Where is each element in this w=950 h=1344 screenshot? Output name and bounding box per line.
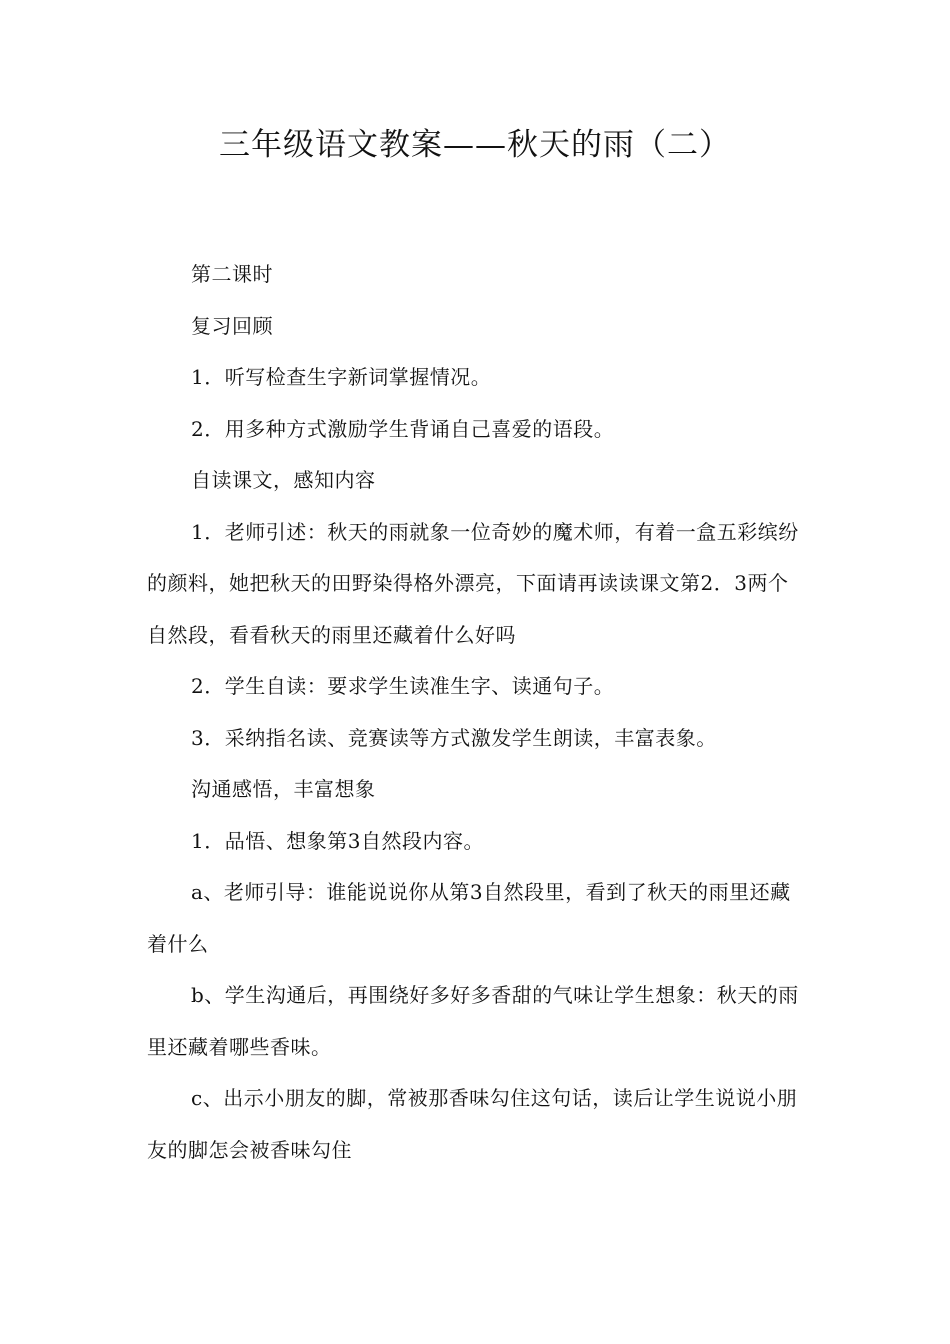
paragraph-communicate-c: c、出示小朋友的脚，常被那香味勾住这句话，读后让学生说说小朋友的脚怎会被香味勾住 xyxy=(147,1086,798,1162)
document-body xyxy=(147,249,807,1176)
paragraph-review-2: 2．用多种方式激励学生背诵自己喜爱的语段。 xyxy=(191,416,615,441)
paragraph-communicate-b: b、学生沟通后，再围绕好多好多香甜的气味让学生想象：秋天的雨里还藏着哪些香味。 xyxy=(147,983,799,1059)
document-title: 三年级语文教案——秋天的雨（二） xyxy=(219,127,731,163)
paragraph-communicate-1: 1．品悟、想象第3自然段内容。 xyxy=(191,828,484,853)
paragraph-communicate-heading: 沟通感悟，丰富想象 xyxy=(191,777,376,801)
paragraph-selfread-1: 1．老师引述：秋天的雨就象一位奇妙的魔术师，有着一盒五彩缤纷的颜料，她把秋天的田野染得格外漂亮，下面请再读读课文第2．3两个自然段，看看秋天的雨里还藏着什么好吗 xyxy=(147,519,799,647)
paragraph-review-1: 1．听写检查生字新词掌握情况。 xyxy=(191,365,492,389)
paragraph-selfread-heading: 自读课文，感知内容 xyxy=(191,468,376,492)
paragraph-selfread-2: 2．学生自读：要求学生读准生字、读通句子。 xyxy=(191,674,615,698)
paragraph-selfread-3: 3．采纳指名读、竞赛读等方式激发学生朗读，丰富表象。 xyxy=(191,725,717,750)
paragraph-communicate-a: a、老师引导：谁能说说你从第3自然段里，看到了秋天的雨里还藏着什么 xyxy=(147,880,791,956)
paragraph-review-heading: 复习回顾 xyxy=(191,313,273,338)
paragraph-lesson-period: 第二课时 xyxy=(191,262,273,286)
